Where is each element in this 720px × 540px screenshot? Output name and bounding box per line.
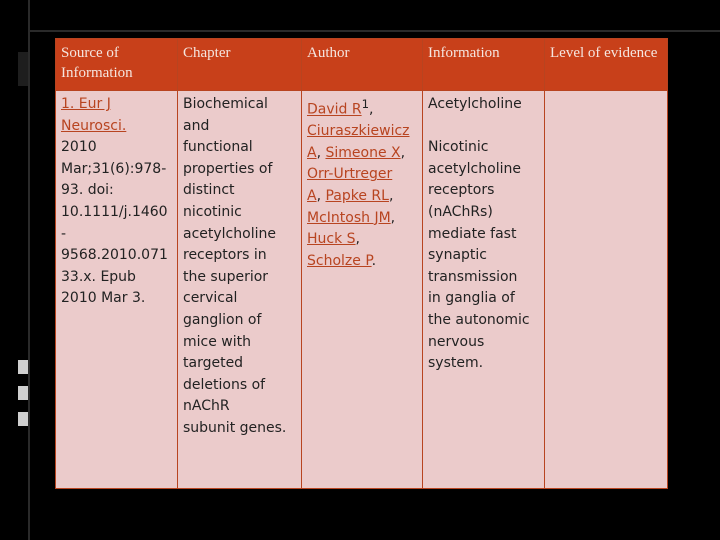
table-row bbox=[56, 91, 668, 489]
cell-author: David $R^1$, Ciuraszkiewicz A, Simeone X, Orr-Urtreger A, Papke RL, McIntosh JM, Huck S, Scholze P. bbox=[302, 91, 423, 489]
author-link[interactable]: McIntosh JM bbox=[307, 209, 391, 226]
cell-information: Acetylcholine Nicotinic acetylcholine receptors (nAChRs) mediate fast synaptic transmission in ganglia of the autonomic nervous system. bbox=[423, 91, 545, 489]
slide-decoration bbox=[18, 412, 28, 426]
header-level-of-evidence: Level of evidence bbox=[545, 39, 668, 91]
author-link[interactable]: Ciuraszkiewicz A bbox=[307, 123, 410, 161]
cell-level-of-evidence bbox=[545, 91, 668, 489]
author-link[interactable]: Scholze P bbox=[307, 252, 372, 269]
header-chapter: Chapter bbox=[178, 39, 302, 91]
header-information: Information bbox=[423, 39, 545, 91]
author-link[interactable]: Huck S bbox=[307, 231, 356, 248]
author-link[interactable]: Papke RL bbox=[325, 188, 389, 205]
slide-decoration bbox=[18, 52, 28, 86]
source-citation-link[interactable]: 1. Eur J Neurosci. bbox=[61, 96, 127, 134]
author-affiliation-sup: 1 bbox=[361, 97, 370, 111]
header-source: Source of Information bbox=[56, 39, 178, 91]
header-author: Author bbox=[302, 39, 423, 91]
slide-decoration bbox=[18, 360, 28, 374]
slide-decoration bbox=[18, 386, 28, 400]
cell-source: 1. Eur J Neurosci. 2010 Mar;31(6):978- 93. doi: 10.1111/j.1460 - 9568.2010.071 33.x. Epub 2010 Mar 3. bbox=[56, 91, 178, 489]
evidence-table bbox=[55, 38, 668, 489]
author-link[interactable]: David R bbox=[307, 101, 362, 118]
cell-chapter: Biochemical and functional properties of distinct nicotinic acetylcholine receptors in the superior cervical ganglion of mice with targeted deletions of nAChR subunit genes. bbox=[178, 91, 302, 489]
author-link[interactable]: Orr-Urtreger A bbox=[307, 166, 393, 205]
table-header-row bbox=[56, 39, 668, 91]
author-link[interactable]: Simeone X bbox=[325, 144, 401, 161]
left-rule bbox=[28, 0, 30, 540]
top-rule bbox=[28, 30, 720, 32]
